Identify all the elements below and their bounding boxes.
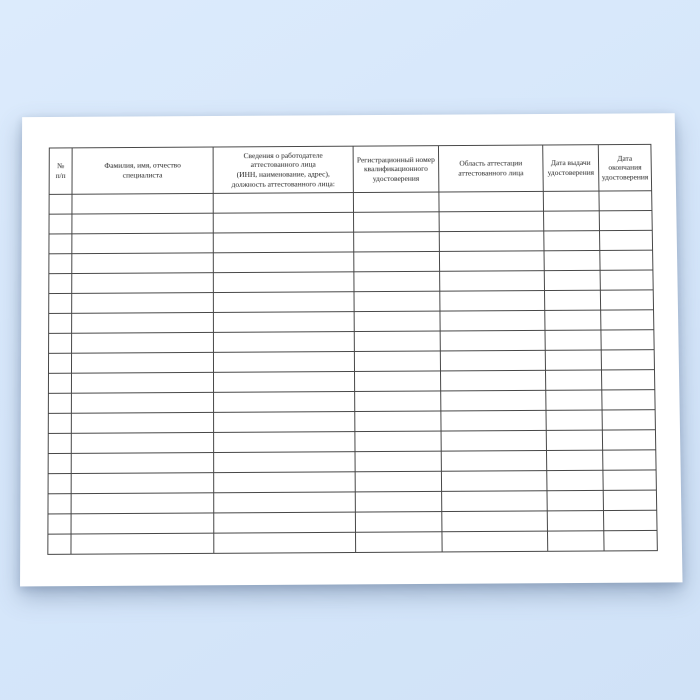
table-cell	[72, 213, 213, 234]
table-header-row	[49, 144, 651, 194]
table-cell	[599, 191, 652, 211]
table-cell	[441, 410, 546, 431]
table-cell	[48, 433, 71, 453]
table-cell	[599, 211, 652, 231]
table-cell	[441, 450, 547, 471]
table-cell	[354, 291, 440, 311]
table-cell	[213, 312, 354, 333]
table-cell	[71, 432, 213, 453]
table-cell	[48, 373, 71, 393]
table-cell	[355, 431, 441, 452]
table-cell	[214, 432, 355, 453]
table-cell	[544, 231, 600, 251]
table-cell	[71, 392, 213, 413]
table-cell	[71, 493, 214, 514]
table-cell	[48, 353, 71, 373]
header-cell-specialist-name: Фамилия, имя, отчество специалиста	[72, 147, 213, 194]
table-cell	[213, 232, 353, 253]
table-cell	[601, 370, 654, 390]
table-cell	[213, 292, 354, 313]
table-cell	[602, 410, 655, 430]
table-cell	[544, 290, 600, 310]
paper-sheet	[20, 113, 683, 586]
table-cell	[439, 251, 544, 271]
header-cell-row-number: № п/п	[49, 148, 72, 195]
table-cell	[49, 214, 72, 234]
table-cell	[214, 492, 356, 513]
table-cell	[213, 351, 354, 372]
table-cell	[72, 312, 214, 333]
table-cell	[355, 471, 441, 492]
table-cell	[353, 192, 439, 212]
table-cell	[547, 531, 604, 552]
header-cell-expiry-date: Дата окончания удостоверения	[598, 144, 651, 191]
table-cell	[354, 271, 440, 291]
table-cell	[440, 350, 545, 371]
table-cell	[546, 410, 602, 430]
table-cell	[442, 511, 548, 532]
table-cell	[354, 311, 440, 331]
table-cell	[545, 310, 601, 330]
header-cell-issue-date: Дата выдачи удостоверения	[543, 145, 599, 192]
table-cell	[440, 370, 545, 391]
table-cell	[439, 231, 544, 251]
table-cell	[72, 332, 214, 353]
table-cell	[213, 252, 354, 273]
table-cell	[603, 490, 657, 510]
table-cell	[356, 532, 443, 553]
table-cell	[355, 411, 441, 432]
table-cell	[72, 293, 214, 314]
table-cell	[49, 234, 72, 254]
table-cell	[602, 430, 655, 450]
table-cell	[354, 351, 440, 372]
table-cell	[439, 211, 544, 231]
table-cell	[546, 450, 602, 470]
table-cell	[49, 194, 72, 214]
table-cell	[72, 233, 213, 254]
table-cell	[71, 533, 214, 554]
table-cell	[213, 212, 353, 233]
table-cell	[71, 352, 213, 373]
table-cell	[547, 511, 604, 532]
table-cell	[213, 272, 354, 293]
table-cell	[442, 531, 548, 552]
table-cell	[214, 472, 356, 493]
table-cell	[600, 270, 653, 290]
table-cell	[354, 232, 440, 252]
table-cell	[214, 512, 356, 533]
header-cell-reg-number: Регистрационный номер квалификационного удостоверения	[353, 146, 439, 193]
table-cell	[440, 271, 545, 292]
table-cell	[603, 470, 656, 490]
table-cell	[71, 513, 214, 534]
table-cell	[213, 371, 354, 392]
table-cell	[545, 350, 601, 370]
table-cell	[601, 350, 654, 370]
table-cell	[48, 453, 71, 473]
table-cell	[441, 471, 547, 492]
table-cell	[48, 413, 71, 433]
table-cell	[72, 193, 213, 214]
header-cell-employer-info: Сведения о работодателе аттестованного лица (ИНН, наименование, адрес), должность аттестованного лица:	[213, 146, 353, 193]
table-cell	[355, 491, 442, 512]
table-cell	[546, 430, 602, 450]
table-cell	[48, 534, 71, 554]
table-cell	[600, 250, 653, 270]
table-cell	[547, 490, 603, 511]
table-cell	[354, 212, 440, 232]
table-cell	[48, 393, 71, 413]
table-cell	[48, 514, 71, 534]
table-cell	[547, 470, 603, 490]
table-cell	[48, 474, 71, 494]
table-cell	[355, 451, 441, 472]
table-cell	[545, 330, 601, 350]
table-cell	[600, 230, 653, 250]
table-cell	[441, 430, 546, 451]
header-cell-attestation-area: Область аттестации аттестованного лица	[438, 145, 543, 192]
table-cell	[442, 491, 548, 512]
registry-table	[47, 144, 658, 555]
table-cell	[49, 293, 72, 313]
table-cell	[440, 291, 545, 312]
table-cell	[214, 412, 355, 433]
table-row	[48, 530, 658, 554]
table-cell	[602, 390, 655, 410]
table-cell	[355, 512, 442, 533]
table-cell	[213, 332, 354, 353]
table-cell	[543, 191, 599, 211]
table-cell	[544, 270, 600, 290]
table-cell	[603, 450, 656, 470]
table-cell	[71, 473, 214, 494]
table-cell	[601, 310, 654, 330]
table-cell	[72, 273, 214, 294]
table-cell	[214, 391, 355, 412]
table-cell	[354, 371, 440, 392]
table-cell	[354, 331, 440, 351]
table-cell	[71, 412, 213, 433]
table-cell	[48, 494, 71, 514]
table-cell	[544, 211, 600, 231]
table-cell	[355, 391, 441, 412]
table-cell	[544, 250, 600, 270]
table-cell	[604, 530, 658, 551]
table-cell	[213, 193, 353, 214]
table-cell	[601, 330, 654, 350]
table-cell	[546, 390, 602, 410]
table-cell	[440, 310, 545, 331]
table-cell	[214, 452, 355, 473]
table-cell	[439, 191, 544, 211]
table-cell	[49, 254, 72, 274]
table-cell	[603, 510, 657, 531]
table-cell	[49, 274, 72, 294]
table-cell	[71, 453, 213, 474]
table-cell	[600, 290, 653, 310]
table-cell	[72, 253, 214, 274]
table-cell	[49, 313, 72, 333]
table-cell	[545, 370, 601, 390]
table-cell	[214, 532, 356, 553]
table-cell	[354, 251, 440, 271]
table-cell	[440, 330, 545, 351]
table-cell	[71, 372, 213, 393]
table-cell	[49, 333, 72, 353]
table-cell	[441, 390, 546, 411]
